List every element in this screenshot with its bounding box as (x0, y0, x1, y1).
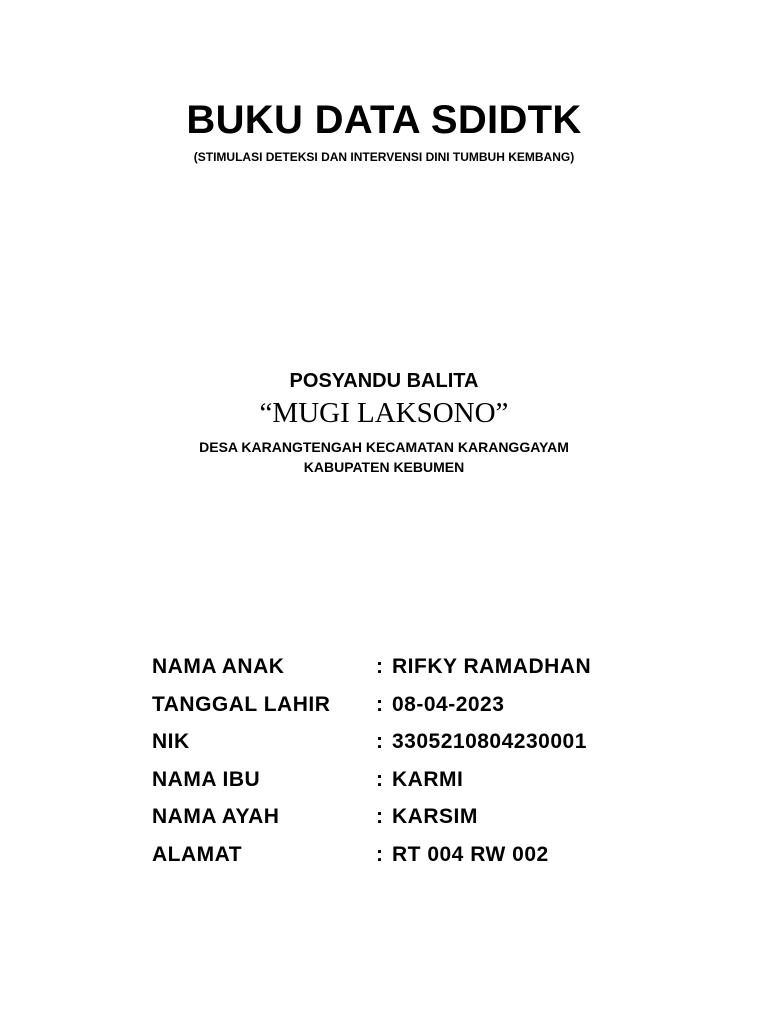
info-label: NAMA AYAH (152, 805, 280, 828)
info-row-nama-ayah (152, 802, 672, 840)
info-separator: : (376, 805, 384, 828)
address-line-1: DESA KARANGTENGAH KECAMATAN KARANGGAYAM (199, 439, 569, 455)
document-title: BUKU DATA SDIDTK (186, 98, 582, 142)
info-value: 3305210804230001 (392, 730, 587, 753)
info-value: KARMI (392, 767, 464, 791)
info-separator: : (376, 730, 384, 753)
info-separator: : (376, 767, 384, 791)
info-label: TANGGAL LAHIR (152, 692, 331, 716)
info-label: NAMA IBU (152, 767, 261, 791)
info-separator: : (376, 655, 384, 678)
posyandu-label: POSYANDU BALITA (289, 370, 479, 392)
info-separator: : (376, 842, 384, 866)
info-label: ALAMAT (152, 842, 243, 866)
info-value: RT 004 RW 002 (392, 842, 549, 866)
info-row-tanggal-lahir (152, 690, 672, 728)
document-subtitle: (STIMULASI DETEKSI DAN INTERVENSI DINI TUMBUH KEMBANG) (193, 150, 575, 164)
info-value: RIFKY RAMADHAN (392, 655, 592, 678)
child-info-table (152, 652, 672, 877)
posyandu-name: “MUGI LAKSONO” (259, 397, 509, 429)
info-label: NAMA ANAK (152, 655, 285, 678)
address-line-2: KABUPATEN KEBUMEN (303, 459, 465, 475)
info-row-nama-ibu (152, 765, 672, 803)
info-value: KARSIM (392, 805, 478, 828)
info-value: 08-04-2023 (392, 692, 505, 716)
info-row-alamat (152, 840, 672, 878)
info-separator: : (376, 692, 384, 716)
info-row-nama-anak (152, 652, 672, 690)
info-row-nik (152, 727, 672, 765)
info-label: NIK (152, 730, 190, 753)
